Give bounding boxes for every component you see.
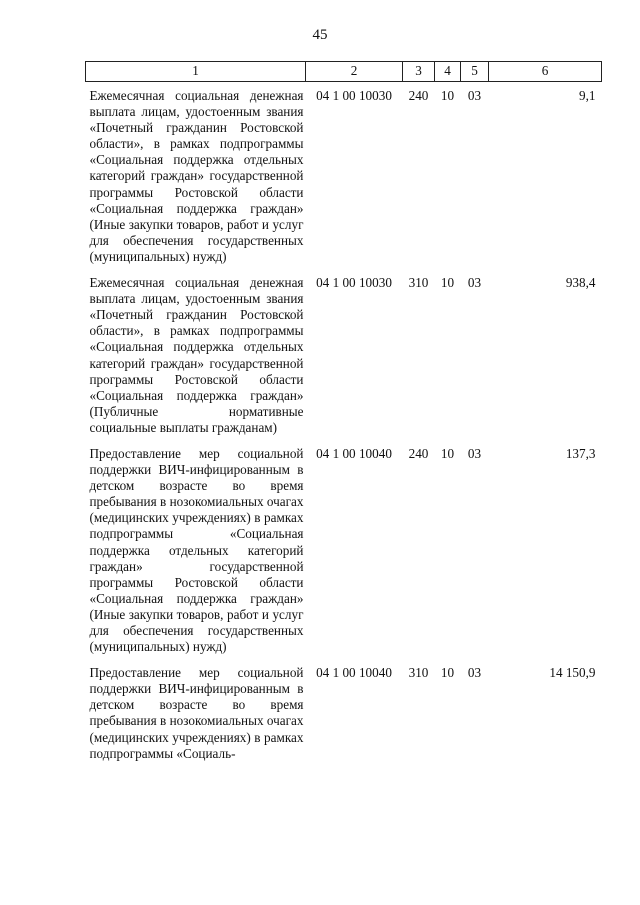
row-description: Предоставление мер социальной поддержки ВИЧ-инфицированным в детском возрасте во время пребывания в нозокомиальных очагах (медицинских учреждениях) в рамках подпрограммы «Социаль- xyxy=(89,665,304,761)
header-col-4: 4 xyxy=(435,62,461,82)
row-expense-type: 310 xyxy=(408,275,429,291)
header-col-3: 3 xyxy=(403,62,435,82)
row-target-code: 04 1 00 10040 xyxy=(316,445,392,461)
table-row xyxy=(86,265,602,436)
header-col-1: 1 xyxy=(86,62,306,82)
table-row xyxy=(86,655,602,762)
row-target-code: 04 1 00 10030 xyxy=(316,88,392,103)
header-col-6: 6 xyxy=(489,62,602,82)
row-target-code: 04 1 00 10030 xyxy=(316,275,392,291)
row-section: 10 xyxy=(440,445,455,461)
page-number: 45 xyxy=(312,27,328,43)
row-amount: 14 150,9 xyxy=(549,665,596,681)
row-amount: 137,3 xyxy=(565,445,596,461)
header-col-2: 2 xyxy=(306,62,403,82)
header-col-5: 5 xyxy=(461,62,489,82)
row-description: Ежемесячная социальная денежная выплата лицам, удостоенным звания «Почетный гражданин Ростовской области», в рамках подпрограммы «Социальная поддержка отдельных категорий граждан» государственной программы Ростовской области «Социальная поддержка граждан» (Публичные нормативные социальные выплаты гражданам) xyxy=(89,275,304,435)
row-section: 10 xyxy=(440,88,455,103)
row-subsection: 03 xyxy=(467,665,482,681)
row-description: Ежемесячная социальная денежная выплата лицам, удостоенным звания «Почетный гражданин Ростовской области», в рамках подпрограммы «Социальная поддержка отдельных категорий граждан» государственной программы Ростовской области «Социальная поддержка граждан» (Иные закупки товаров, работ и услуг для обеспечения государственных (муниципальных) нужд) xyxy=(89,88,304,264)
row-expense-type: 240 xyxy=(408,88,429,103)
row-subsection: 03 xyxy=(467,275,482,291)
row-expense-type: 310 xyxy=(408,665,429,681)
row-expense-type: 240 xyxy=(408,445,429,461)
row-amount: 9,1 xyxy=(579,88,596,103)
row-section: 10 xyxy=(440,275,455,291)
row-description: Предоставление мер социальной поддержки ВИЧ-инфицированным в детском возрасте во время пребывания в нозокомиальных очагах (медицинских учреждениях) в рамках подпрограммы «Социальная поддержка отдельных категорий граждан» государственной программы Ростовской области «Социальная поддержка граждан» (Иные закупки товаров, работ и услуг для обеспечения государственных (муниципальных) нужд) xyxy=(89,445,304,655)
table-row xyxy=(86,436,602,655)
table-row xyxy=(86,82,602,266)
row-target-code: 04 1 00 10040 xyxy=(316,665,392,681)
row-subsection: 03 xyxy=(467,445,482,461)
budget-table xyxy=(85,61,602,762)
row-subsection: 03 xyxy=(467,88,482,103)
row-amount: 938,4 xyxy=(565,275,596,291)
table-header-row xyxy=(86,62,602,82)
row-section: 10 xyxy=(440,665,455,681)
